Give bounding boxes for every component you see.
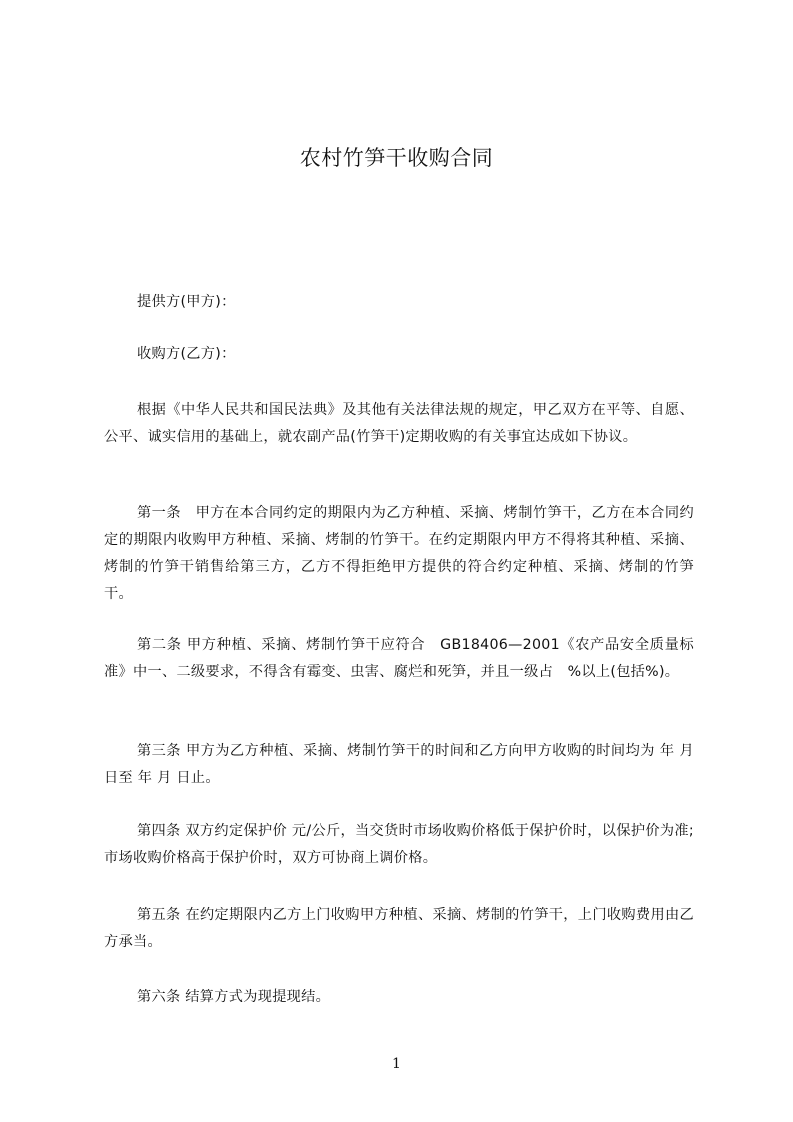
party-b-line: 收购方(乙方)： [137,346,236,362]
article-3: 第三条 甲方为乙方种植、采摘、烤制竹笋干的时间和乙方向甲方收购的时间均为 年 月 日至 年 月 日止。 [104,743,694,786]
article-2: 第二条 甲方种植、采摘、烤制竹笋干应符合 GB18406—2001《农产品安全质量标准》中一、二级要求，不得含有霉变、虫害、腐烂和死笋，并且一级占 %以上(包括%)。 [104,637,694,680]
document-title: 农村竹笋干收购合同 [299,146,494,170]
page-number: 1 [392,1056,401,1072]
article-6: 第六条 结算方式为现提现结。 [137,989,331,1005]
article-4: 第四条 双方约定保护价 元/公斤，当交货时市场收购价格低于保护价时，以保护价为准;市场收购价格高于保护价时，双方可协商上调价格。 [104,823,694,866]
party-a-line: 提供方(甲方)： [137,294,236,310]
intro-paragraph: 根据《中华人民共和国民法典》及其他有关法律法规的规定，甲乙双方在平等、自愿、公平、诚实信用的基础上，就农副产品(竹笋干)定期收购的有关事宜达成如下协议。 [104,402,694,445]
article-1: 第一条 甲方在本合同约定的期限内为乙方种植、采摘、烤制竹笋干，乙方在本合同约定的期限内收购甲方种植、采摘、烤制的竹笋干。在约定期限内甲方不得将其种植、采摘、烤制的竹笋干销售给第三方，乙方不得拒绝甲方提供的符合约定种植、采摘、烤制的竹笋干。 [104,505,694,602]
article-5: 第五条 在约定期限内乙方上门收购甲方种植、采摘、烤制的竹笋干，上门收购费用由乙方承当。 [104,907,694,950]
